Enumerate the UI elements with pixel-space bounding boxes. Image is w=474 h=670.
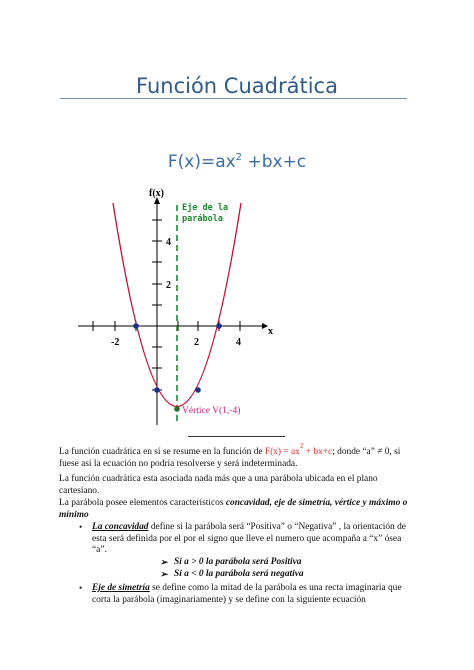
term: La concavidad bbox=[92, 522, 149, 532]
formula-exponent: 2 bbox=[235, 152, 243, 163]
x-tick-label: -2 bbox=[111, 337, 120, 348]
separator-line bbox=[188, 436, 285, 437]
y-tick-label: 2 bbox=[166, 280, 171, 291]
text: se define como la mitad de la parábola es una recta imaginaria que corta la parábola (imaginariamente) y se define con la siguiente ecuación bbox=[92, 583, 402, 605]
paragraph-parabola: La función cuadrática esta asociada nada más que a una parábola ubicada en el plano cartesiano. bbox=[59, 474, 378, 496]
arrow-bullet-icon: ➢ bbox=[160, 569, 168, 579]
term: Eje de simetría bbox=[92, 583, 150, 593]
vertex-point bbox=[174, 406, 180, 412]
y-tick-label: 4 bbox=[166, 237, 171, 248]
inline-formula: F(x) = ax bbox=[264, 447, 300, 457]
root-point bbox=[133, 323, 139, 329]
page-title: Función Cuadrática bbox=[136, 74, 338, 98]
text: ; donde “a” ≠ 0, si fuese así la ecuación no podría resolverse y será indeterminada. bbox=[59, 447, 401, 469]
x-tick-label: 4 bbox=[236, 337, 241, 348]
vertex-label: Vértice V(1,-4) bbox=[182, 406, 241, 416]
text: define si la parábola será “Positiva” o “Negativa” , la orientación de esta será definida por el por el signo que lleve el numero que acompaña a “x” ósea “a”. bbox=[92, 522, 406, 555]
formula-base: F(x)=ax bbox=[167, 152, 236, 172]
formula-rest: +bx+c bbox=[242, 152, 307, 172]
text: La parábola posee elementos característicos bbox=[59, 498, 226, 508]
title-underline bbox=[60, 98, 407, 99]
curve-point bbox=[195, 387, 201, 393]
inline-formula-exponent: 2 bbox=[299, 442, 304, 450]
x-axis-label: x bbox=[268, 326, 273, 337]
inline-formula: + bx+c bbox=[303, 447, 333, 457]
axis-of-symmetry-label: parábola bbox=[182, 214, 223, 224]
text: Si a > 0 la parábola será Positiva bbox=[174, 557, 302, 567]
elements-list: concavidad, eje de simetría, vértice y máximo o mínimo bbox=[59, 498, 408, 520]
bullet-axis-of-symmetry bbox=[79, 583, 410, 606]
paragraph-elements bbox=[59, 498, 409, 521]
bullet-dot-icon: • bbox=[79, 583, 83, 593]
arrow-bullet-icon: ➢ bbox=[160, 557, 168, 567]
sub-bullet bbox=[160, 569, 394, 581]
sub-bullet bbox=[160, 557, 394, 569]
y-intercept-point bbox=[154, 387, 160, 393]
paragraph-definition bbox=[59, 442, 409, 470]
parabola-graph bbox=[0, 185, 474, 425]
root-point bbox=[216, 323, 222, 329]
text: Si a < 0 la parábola será negativa bbox=[174, 569, 304, 579]
axis-of-symmetry-label: Eje de la bbox=[182, 203, 229, 213]
bullet-concavity bbox=[79, 522, 410, 557]
bullet-dot-icon: • bbox=[79, 522, 83, 532]
y-axis-label: f(x) bbox=[149, 188, 164, 199]
quadratic-formula bbox=[0, 152, 474, 172]
x-tick-label: 2 bbox=[194, 337, 199, 348]
text: La función cuadrática en sí se resume en la función de bbox=[59, 447, 265, 457]
